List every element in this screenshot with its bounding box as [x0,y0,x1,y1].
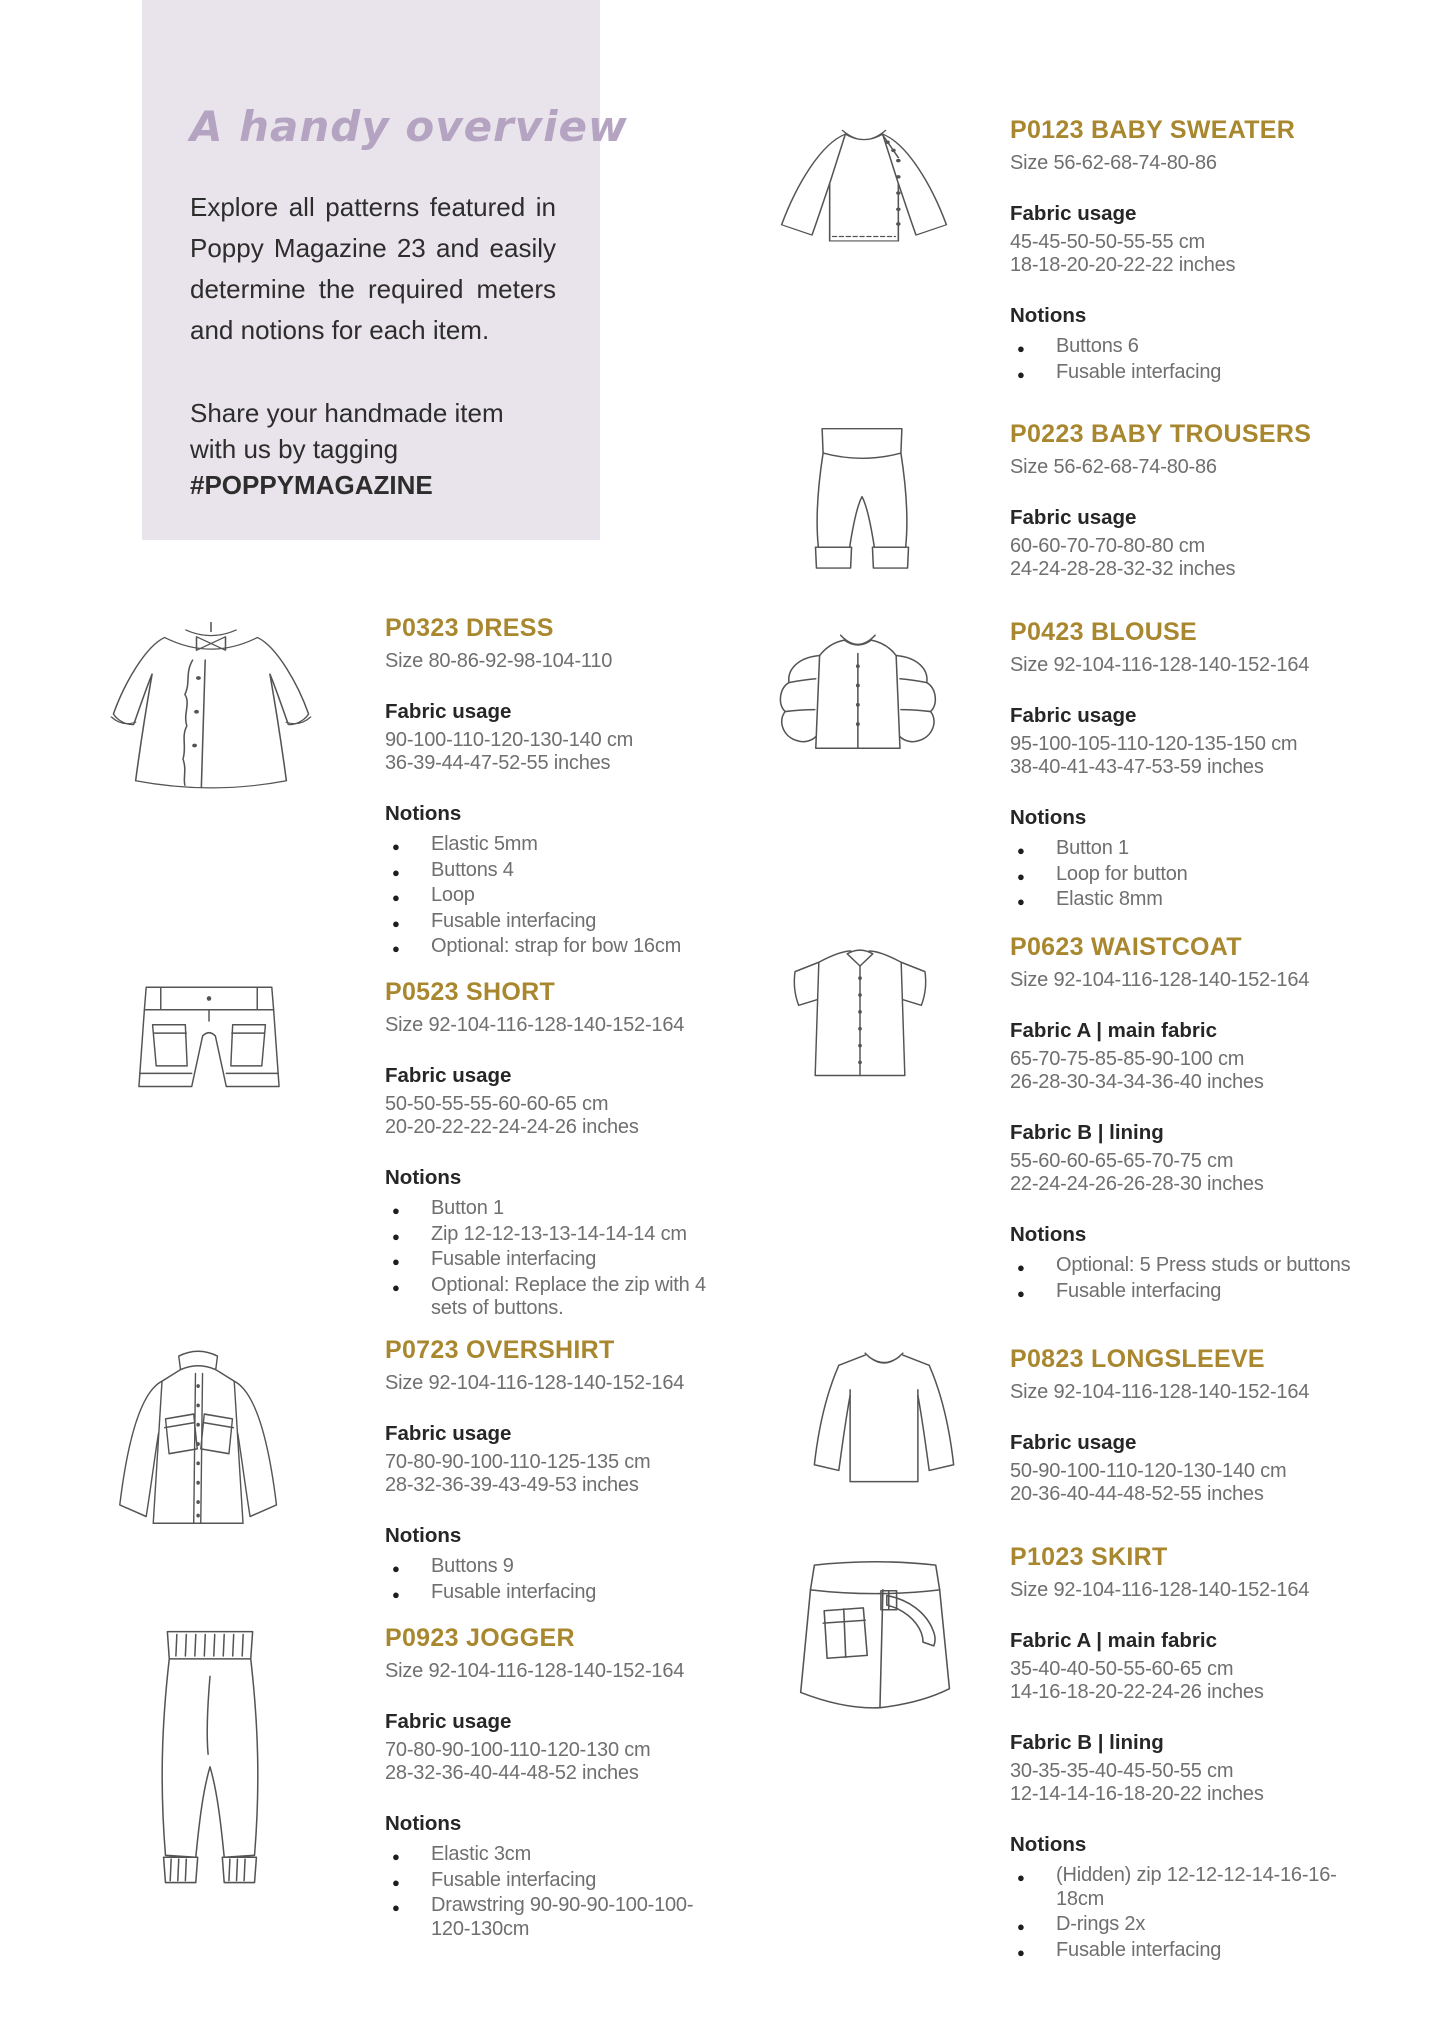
notions-block [385,802,730,959]
notions-list [385,1197,730,1321]
fabric-block [385,1064,730,1139]
overshirt-illustration [96,1330,302,1560]
notion-item: ● (Hidden) zip 12-12-12-14-16-16-18cm [1010,1864,1355,1911]
notion-item: ● Zip 12-12-13-13-14-14-14 cm [385,1223,730,1247]
fabric-inches: 26-28-30-34-34-36-40 inches [1010,1071,1264,1093]
share-prefix: Share your handmade item with us by tagging [190,398,504,464]
fabric-cm: 35-40-40-50-55-60-65 cm [1010,1658,1234,1680]
fabric-inches: 22-24-24-26-26-28-30 inches [1010,1173,1264,1195]
fabric-block [1010,704,1355,779]
notion-item: ● Fusable interfacing [385,1248,730,1272]
pattern-entry-skirt [1010,1543,1355,1964]
pattern-size: Size 56-62-68-74-80-86 [1010,456,1217,478]
notions-label: Notions [385,802,462,825]
fabric-block [385,1710,730,1785]
fabric-inches: 12-14-14-16-18-20-22 inches [1010,1783,1264,1805]
notions-list [1010,837,1355,912]
pattern-entry-waistcoat [1010,933,1355,1305]
fabric-cm: 65-70-75-85-85-90-100 cm [1010,1048,1245,1070]
fabric-cm: 95-100-105-110-120-135-150 cm [1010,733,1298,755]
notion-item: ● Fusable interfacing [385,1581,730,1605]
baby-trousers-illustration [806,420,918,575]
fabric-inches: 24-24-28-28-32-32 inches [1010,558,1236,580]
pattern-title: P0623 WAISTCOAT [1010,933,1242,961]
intro-box [142,0,628,540]
fabric-label: Fabric B | lining [1010,1731,1164,1754]
notion-item: ● Fusable interfacing [385,1869,730,1893]
pattern-entry-baby-trousers [1010,420,1355,581]
pattern-title: P0723 OVERSHIRT [385,1336,615,1364]
fabric-label: Fabric usage [1010,704,1137,727]
fabric-label: Fabric usage [1010,1431,1137,1454]
pattern-entry-longsleeve [1010,1345,1355,1506]
fabric-block-b [1010,1121,1355,1196]
pattern-size: Size 92-104-116-128-140-152-164 [1010,1579,1310,1601]
pattern-entry-baby-sweater [1010,116,1355,386]
notion-item: ● Fusable interfacing [385,910,730,934]
notion-item: ● Optional: 5 Press studs or buttons [1010,1254,1355,1278]
intro-title: A handy overview [190,102,628,151]
notions-label: Notions [1010,1223,1087,1246]
fabric-label: Fabric usage [385,1064,512,1087]
notions-block [1010,1833,1355,1962]
notion-item: ● Fusable interfacing [1010,361,1355,385]
pattern-title: P0223 BABY TROUSERS [1010,420,1312,448]
fabric-block [385,700,730,775]
notion-item: ● Optional: strap for bow 16cm [385,935,730,959]
pattern-title: P0323 DRESS [385,614,554,642]
pattern-size: Size 92-104-116-128-140-152-164 [385,1660,685,1682]
jogger-illustration [138,1618,282,1902]
notions-label: Notions [1010,1833,1087,1856]
share-hashtag: #POPPYMAGAZINE [190,470,433,500]
fabric-inches: 28-32-36-40-44-48-52 inches [385,1762,639,1784]
notions-block [1010,304,1355,384]
pattern-entry-jogger [385,1624,730,1943]
fabric-cm: 50-50-55-55-60-60-65 cm [385,1093,609,1115]
pattern-size: Size 92-104-116-128-140-152-164 [385,1372,685,1394]
fabric-inches: 38-40-41-43-47-53-59 inches [1010,756,1264,778]
pattern-size: Size 92-104-116-128-140-152-164 [1010,969,1310,991]
fabric-label: Fabric A | main fabric [1010,1629,1217,1652]
fabric-block [385,1422,730,1497]
notions-list [1010,1254,1355,1303]
notion-item: ● Loop for button [1010,863,1355,887]
fabric-block-a [1010,1629,1355,1704]
notion-item: ● Buttons 9 [385,1555,730,1579]
pattern-title: P0123 BABY SWEATER [1010,116,1296,144]
notion-item: ● Elastic 8mm [1010,888,1355,912]
notion-item: ● Fusable interfacing [1010,1939,1355,1963]
blouse-illustration [744,614,966,784]
notions-block [385,1812,730,1941]
fabric-label: Fabric B | lining [1010,1121,1164,1144]
fabric-block [1010,1431,1355,1506]
notion-item: ● Buttons 6 [1010,335,1355,359]
fabric-cm: 30-35-35-40-45-50-55 cm [1010,1760,1234,1782]
notions-list [385,1555,730,1604]
notion-item: ● Elastic 3cm [385,1843,730,1867]
fabric-cm: 45-45-50-50-55-55 cm [1010,231,1205,253]
notion-item: ● Loop [385,884,730,908]
fabric-label: Fabric usage [385,1710,512,1733]
pattern-title: P0923 JOGGER [385,1624,575,1652]
fabric-block-b [1010,1731,1355,1806]
longsleeve-illustration [788,1340,980,1492]
fabric-inches: 36-39-44-47-52-55 inches [385,752,611,774]
pattern-title: P0523 SHORT [385,978,556,1006]
notions-list [1010,335,1355,384]
fabric-label: Fabric usage [385,700,512,723]
fabric-cm: 90-100-110-120-130-140 cm [385,729,634,751]
notion-item: ● D-rings 2x [1010,1913,1355,1937]
notions-list [385,1843,730,1941]
pattern-entry-blouse [1010,618,1355,914]
fabric-block-a [1010,1019,1355,1094]
notions-block [385,1166,730,1321]
notions-label: Notions [385,1166,462,1189]
notion-item: ● Buttons 4 [385,859,730,883]
fabric-inches: 20-36-40-44-48-52-55 inches [1010,1483,1264,1505]
pattern-title: P1023 SKIRT [1010,1543,1168,1571]
fabric-cm: 55-60-60-65-65-70-75 cm [1010,1150,1234,1172]
intro-paragraph: Explore all patterns featured in Poppy Magazine 23 and easily determine the required meters and notions for each item. [190,192,556,345]
pattern-size: Size 92-104-116-128-140-152-164 [385,1014,685,1036]
notion-item: ● Button 1 [1010,837,1355,861]
fabric-label: Fabric usage [385,1422,512,1445]
fabric-cm: 60-60-70-70-80-80 cm [1010,535,1205,557]
pattern-entry-dress [385,614,730,961]
pattern-size: Size 80-86-92-98-104-110 [385,650,613,672]
pattern-title: P0823 LONGSLEEVE [1010,1345,1265,1373]
fabric-cm: 70-80-90-100-110-120-130 cm [385,1739,651,1761]
fabric-inches: 18-18-20-20-22-22 inches [1010,254,1236,276]
fabric-label: Fabric usage [1010,202,1137,225]
notions-block [1010,1223,1355,1303]
fabric-inches: 28-32-36-39-43-49-53 inches [385,1474,639,1496]
notion-item: ● Fusable interfacing [1010,1280,1355,1304]
notions-list [385,833,730,959]
fabric-label: Fabric A | main fabric [1010,1019,1217,1042]
short-illustration [128,976,290,1124]
pattern-size: Size 56-62-68-74-80-86 [1010,152,1217,174]
notion-item: ● Elastic 5mm [385,833,730,857]
notions-label: Notions [1010,806,1087,829]
pattern-size: Size 92-104-116-128-140-152-164 [1010,654,1310,676]
pattern-entry-overshirt [385,1336,730,1606]
dress-illustration [96,612,326,798]
skirt-illustration [786,1548,970,1740]
baby-sweater-illustration [760,112,968,252]
notions-list [1010,1864,1355,1962]
pattern-size: Size 92-104-116-128-140-152-164 [1010,1381,1310,1403]
pattern-entry-short [385,978,730,1323]
notions-label: Notions [1010,304,1087,327]
notions-label: Notions [385,1812,462,1835]
fabric-cm: 70-80-90-100-110-125-135 cm [385,1451,651,1473]
notion-item: ● Optional: Replace the zip with 4 sets of buttons. [385,1274,730,1321]
notions-block [1010,806,1355,912]
fabric-inches: 20-20-22-22-24-24-26 inches [385,1116,639,1138]
fabric-inches: 14-16-18-20-22-24-26 inches [1010,1681,1264,1703]
notions-block [385,1524,730,1604]
intro-share-text [190,395,556,503]
fabric-cm: 50-90-100-110-120-130-140 cm [1010,1460,1287,1482]
pattern-title: P0423 BLOUSE [1010,618,1198,646]
fabric-label: Fabric usage [1010,506,1137,529]
notion-item: ● Drawstring 90-90-90-100-100-120-130cm [385,1894,730,1941]
notion-item: ● Button 1 [385,1197,730,1221]
fabric-block [1010,506,1355,581]
waistcoat-illustration [774,922,946,1098]
notions-label: Notions [385,1524,462,1547]
fabric-block [1010,202,1355,277]
